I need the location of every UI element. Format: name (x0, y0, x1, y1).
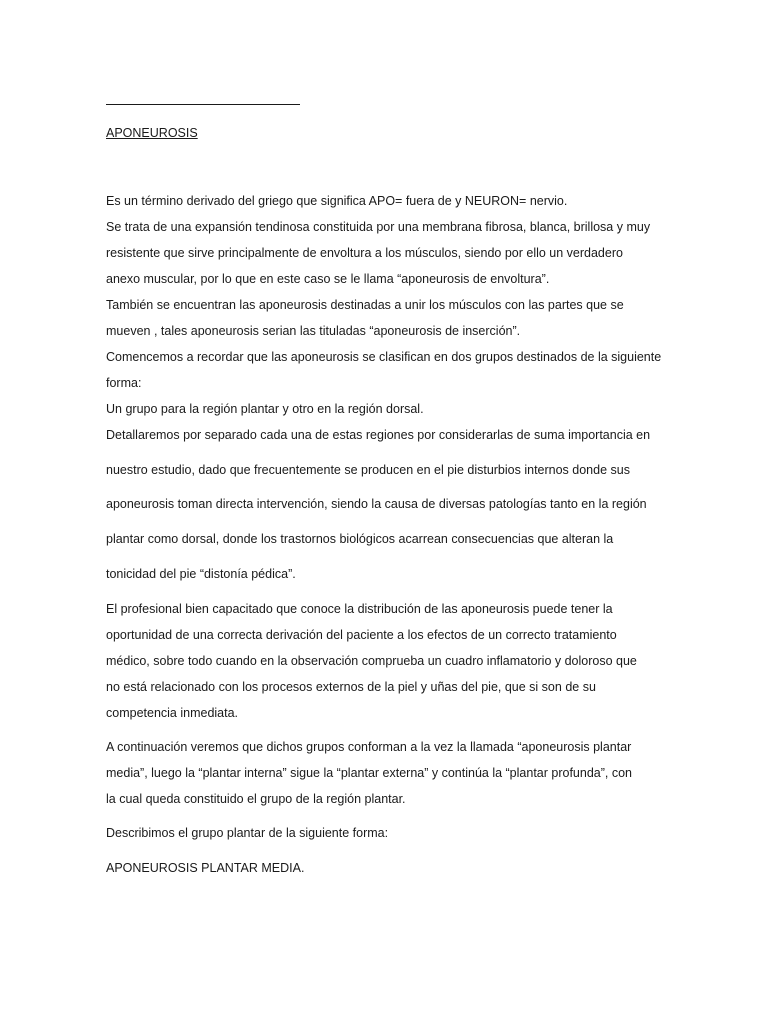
text-line: forma: (106, 376, 142, 390)
text-line: Un grupo para la región plantar y otro en la región dorsal. (106, 402, 424, 416)
text-line: competencia inmediata. (106, 706, 239, 720)
text-line: Comencemos a recordar que las aponeurosis se clasifican en dos grupos destinados de la siguiente (106, 350, 662, 364)
text-line: Es un término derivado del griego que significa APO= fuera de y NEURON= nervio. (106, 194, 568, 208)
separator-line (106, 104, 300, 105)
text-line: médico, sobre todo cuando en la observación comprueba un cuadro inflamatorio y doloroso que (106, 654, 637, 668)
text-line: El profesional bien capacitado que conoce la distribución de las aponeurosis puede tener la (106, 602, 613, 616)
text-line: Se trata de una expansión tendinosa constituida por una membrana fibrosa, blanca, brillosa y muy (106, 220, 651, 234)
section-heading: APONEUROSIS PLANTAR MEDIA. (106, 861, 305, 875)
text-line: plantar como dorsal, donde los trastornos biológicos acarrean consecuencias que alteran la (106, 532, 614, 546)
text-line: media”, luego la “plantar interna” sigue la “plantar externa” y continúa la “plantar profunda”, con (106, 766, 632, 780)
text-line: no está relacionado con los procesos externos de la piel y uñas del pie, que si son de su (106, 680, 596, 694)
text-line: oportunidad de una correcta derivación del paciente a los efectos de un correcto tratamiento (106, 628, 617, 642)
text-line: mueven , tales aponeurosis serian las tituladas “aponeurosis de inserción”. (106, 324, 521, 338)
text-line: anexo muscular, por lo que en este caso se le llama “aponeurosis de envoltura”. (106, 272, 550, 286)
text-line: Describimos el grupo plantar de la siguiente forma: (106, 826, 389, 840)
text-line: Detallaremos por separado cada una de estas regiones por considerarlas de suma importancia en (106, 428, 651, 442)
text-line: la cual queda constituido el grupo de la región plantar. (106, 792, 406, 806)
text-line: tonicidad del pie “distonía pédica”. (106, 567, 296, 581)
text-line: También se encuentran las aponeurosis destinadas a unir los músculos con las partes que se (106, 298, 624, 312)
text-line: A continuación veremos que dichos grupos conforman a la vez la llamada “aponeurosis plantar (106, 740, 632, 754)
text-line: nuestro estudio, dado que frecuentemente se producen en el pie disturbios internos donde sus (106, 463, 630, 477)
document-title: APONEUROSIS (106, 126, 198, 140)
text-line: resistente que sirve principalmente de envoltura a los músculos, siendo por ello un verdadero (106, 246, 623, 260)
text-line: aponeurosis toman directa intervención, siendo la causa de diversas patologías tanto en la región (106, 497, 647, 511)
